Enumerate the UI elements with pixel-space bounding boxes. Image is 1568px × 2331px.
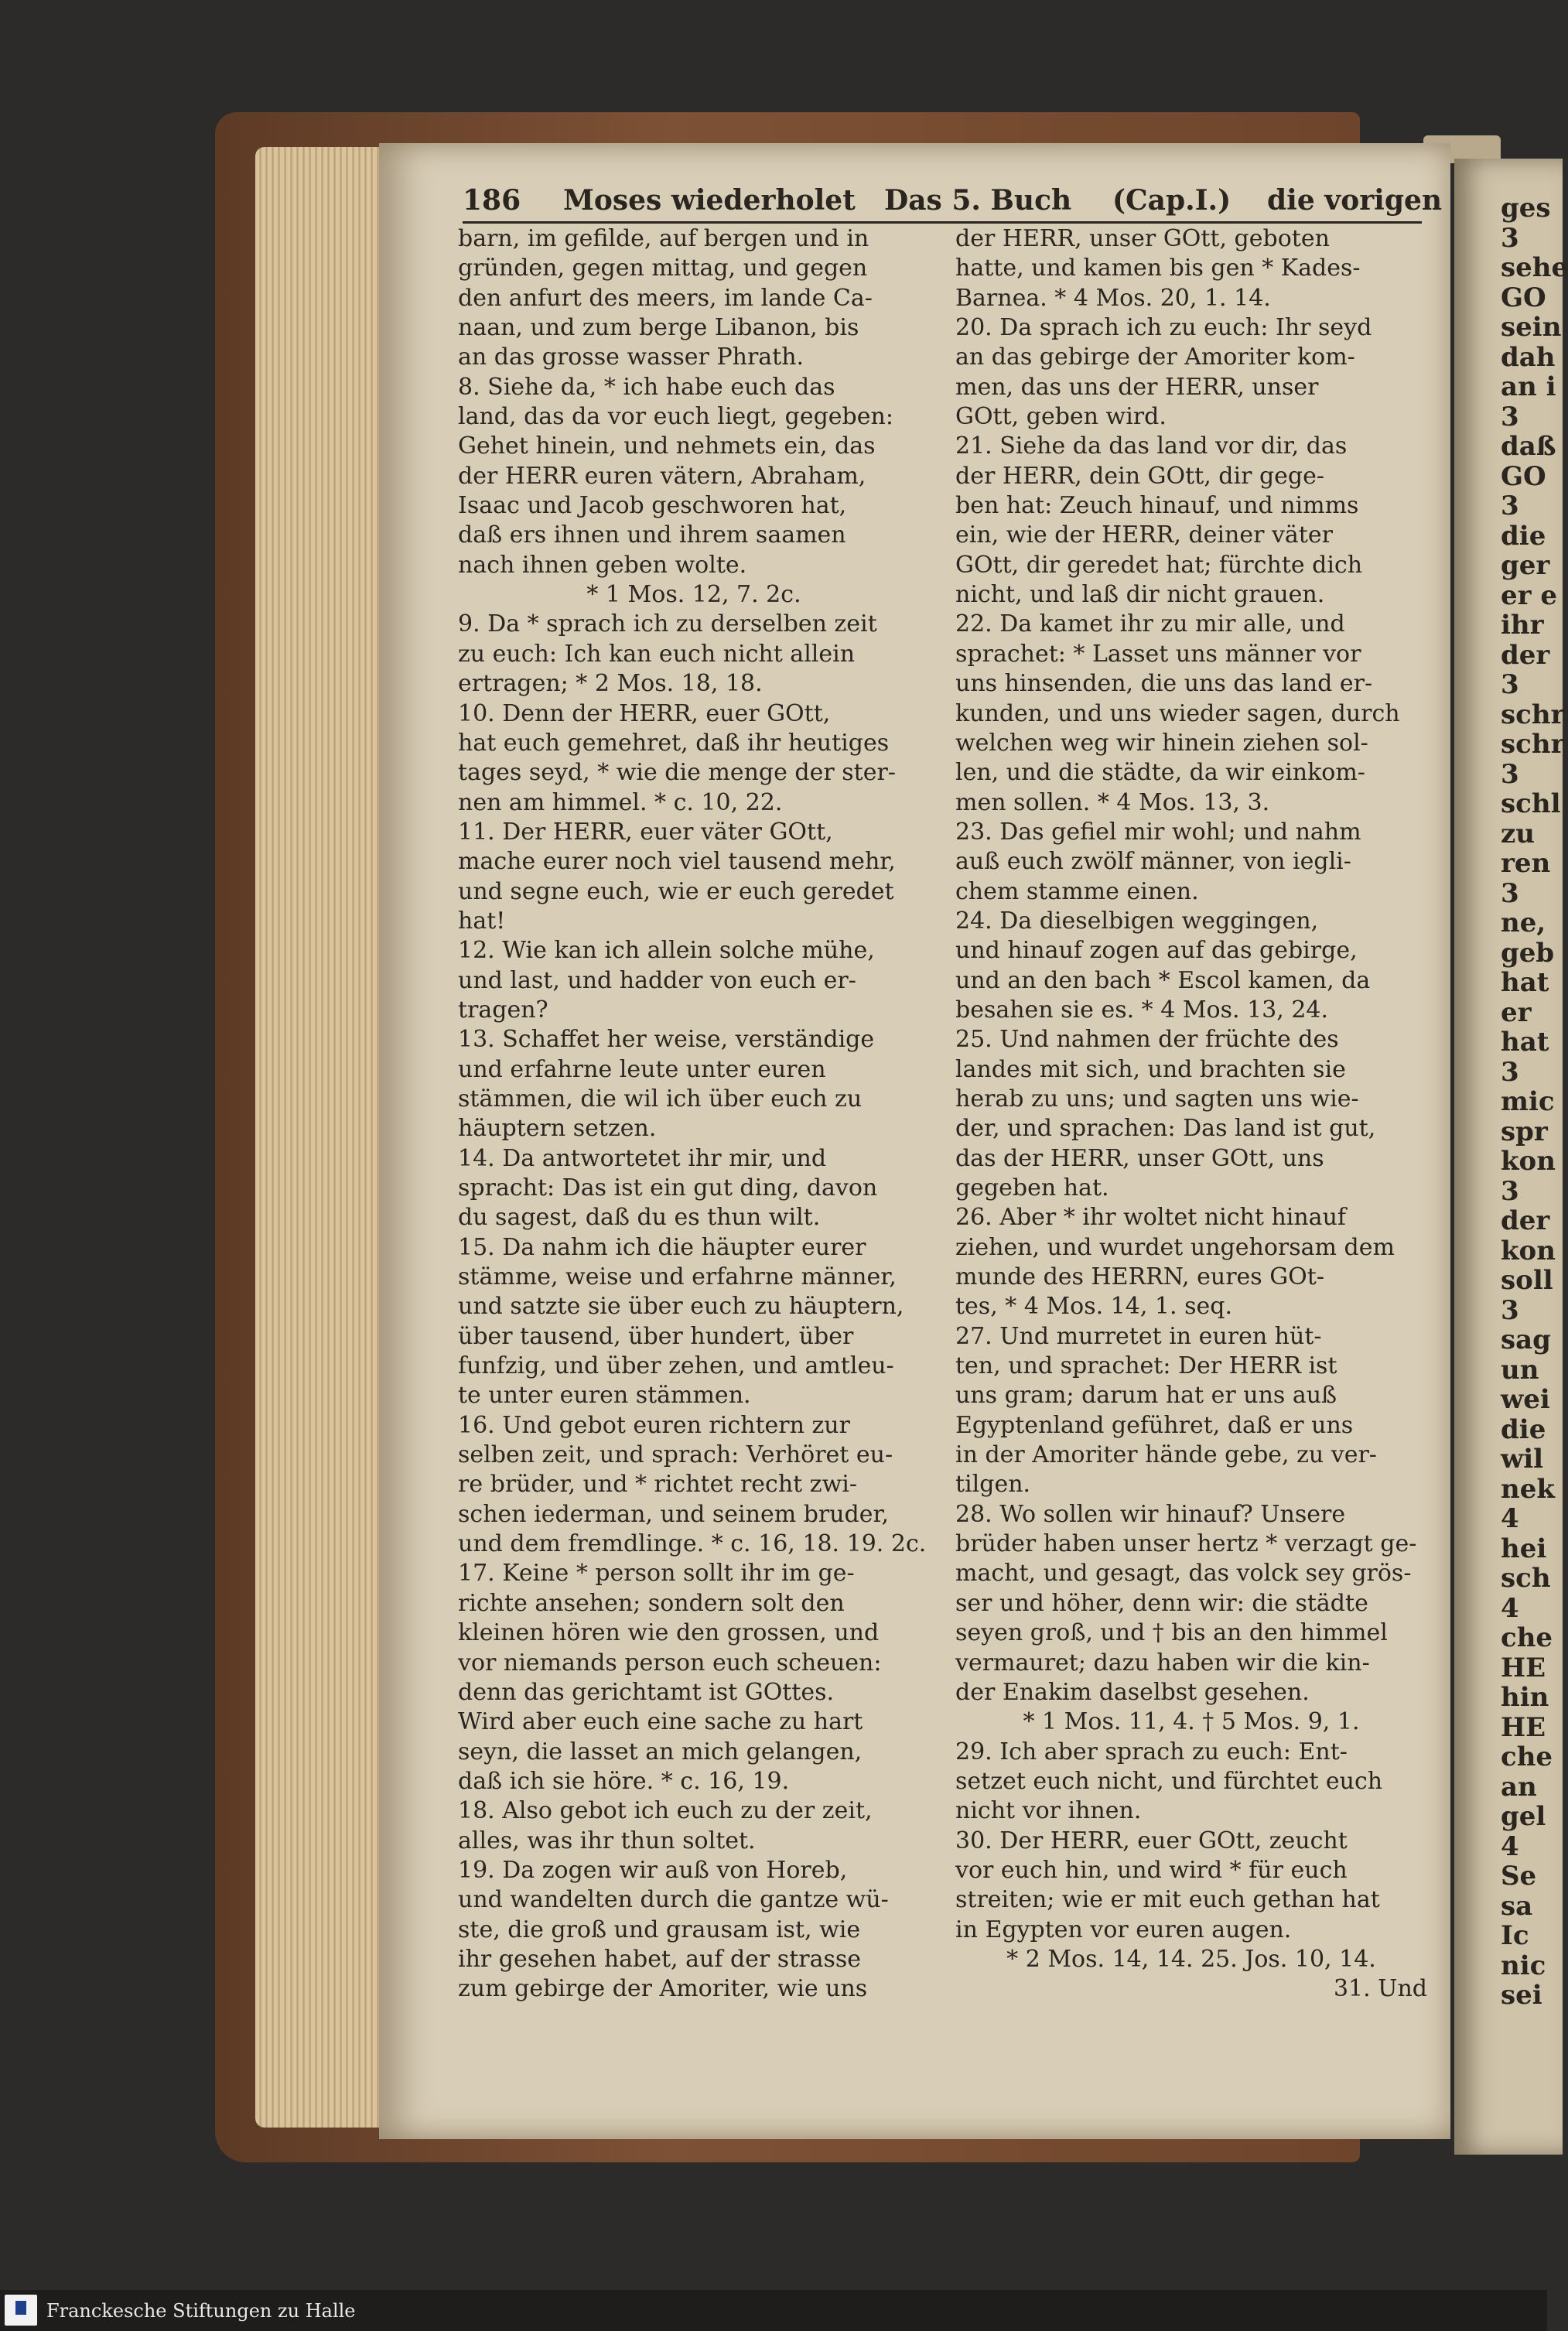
text-line: an das grosse wasser Phrath. (458, 343, 804, 371)
text-line: * 1 Mos. 11, 4. † 5 Mos. 9, 1. (1023, 1708, 1360, 1736)
text-line: und last, und hadder von euch er- (458, 966, 856, 994)
text-line: daß ers ihnen und ihrem saamen (458, 521, 846, 549)
text-line: mache eurer noch viel tausend mehr, (458, 848, 896, 876)
text-line: du sagest, daß du es thun wilt. (458, 1204, 821, 1232)
text-line: 9. Da * sprach ich zu derselben zeit (458, 610, 877, 638)
text-line: vor euch hin, und wird * für euch (955, 1856, 1348, 1884)
text-line: in der Amoriter hände gebe, zu ver- (955, 1441, 1377, 1469)
text-line: 29. Ich aber sprach zu euch: Ent- (955, 1738, 1348, 1765)
text-line: richte ansehen; sondern solt den (458, 1589, 845, 1617)
text-line: zum gebirge der Amoriter, wie uns (458, 1975, 868, 2003)
text-line: der HERR euren vätern, Abraham, (458, 462, 866, 490)
text-line: alles, was ihr thun soltet. (458, 1827, 756, 1854)
text-line: ein, wie der HERR, deiner väter (955, 521, 1333, 549)
text-line: auß euch zwölf männer, von iegli- (955, 848, 1351, 876)
text-line: 18. Also gebot ich euch zu der zeit, (458, 1797, 873, 1825)
text-line: und segne euch, wie er euch geredet (458, 877, 894, 905)
text-line: 23. Das gefiel mir wohl; und nahm (955, 818, 1361, 846)
text-line: nicht, und laß dir nicht grauen. (955, 581, 1325, 609)
text-line: schen iederman, und seinem bruder, (458, 1500, 890, 1528)
running-title-left: Moses wiederholet (563, 184, 856, 217)
text-line: te unter euren stämmen. (458, 1382, 751, 1410)
text-line: seyen groß, und † bis an den himmel (955, 1619, 1388, 1647)
text-line: zu euch: Ich kan euch nicht allein (458, 640, 856, 668)
text-line: kunden, und uns wieder sagen, durch (955, 699, 1400, 727)
text-line: nen am himmel. * c. 10, 22. (458, 788, 783, 816)
text-line: sprachet: * Lasset uns männer vor (955, 640, 1361, 668)
text-line: 27. Und murretet in euren hüt- (955, 1322, 1322, 1350)
text-column-right (955, 224, 1427, 2005)
text-line: GOtt, dir geredet hat; fürchte dich (955, 551, 1363, 579)
text-line: men sollen. * 4 Mos. 13, 3. (955, 788, 1270, 816)
text-line: ser und höher, denn wir: die städte (955, 1589, 1368, 1617)
text-line: der Enakim daselbst gesehen. (955, 1678, 1310, 1706)
text-line: stämmen, die wil ich über euch zu (458, 1085, 863, 1113)
text-line: besahen sie es. * 4 Mos. 13, 24. (955, 996, 1329, 1024)
text-line: munde des HERRN, eures GOt- (955, 1263, 1324, 1291)
page-edges (255, 147, 387, 2128)
text-line: welchen weg wir hinein ziehen sol- (955, 729, 1368, 757)
text-line: der HERR, unser GOtt, geboten (955, 225, 1330, 252)
text-line: naan, und zum berge Libanon, bis (458, 314, 859, 342)
text-line: 8. Siehe da, * ich habe euch das (458, 373, 835, 401)
text-line: 12. Wie kan ich allein solche mühe, (458, 937, 875, 965)
text-line: kleinen hören wie den grossen, und (458, 1619, 880, 1647)
text-line: tages seyd, * wie die menge der ster- (458, 759, 896, 787)
text-line: nicht vor ihnen. (955, 1797, 1142, 1825)
text-line: * 1 Mos. 12, 7. 2c. (586, 581, 801, 609)
library-footer (0, 2290, 1547, 2331)
text-line: 10. Denn der HERR, euer GOtt, (458, 699, 831, 727)
text-line: 11. Der HERR, euer väter GOtt, (458, 818, 833, 846)
text-line: der HERR, dein GOtt, dir gege- (955, 462, 1325, 490)
text-line: und an den bach * Escol kamen, da (955, 966, 1371, 994)
text-line: 28. Wo sollen wir hinauf? Unsere (955, 1500, 1346, 1528)
text-line: und satzte sie über euch zu häuptern, (458, 1293, 904, 1321)
text-line: ertragen; * 2 Mos. 18, 18. (458, 670, 763, 698)
text-line: gründen, gegen mittag, und gegen (458, 255, 868, 282)
text-line: 31. Und (1333, 1975, 1427, 2003)
text-line: an das gebirge der Amoriter kom- (955, 343, 1355, 371)
text-line: streiten; wie er mit euch gethan hat (955, 1886, 1380, 1914)
text-line: Egyptenland geführet, daß er uns (955, 1411, 1354, 1439)
text-line: ihr gesehen habet, auf der strasse (458, 1945, 862, 1973)
text-line: 24. Da dieselbigen weggingen, (955, 907, 1319, 935)
text-line: hatte, und kamen bis gen * Kades- (955, 255, 1361, 282)
text-column-left (458, 224, 930, 2005)
text-line: * 2 Mos. 14, 14. 25. Jos. 10, 14. (1006, 1945, 1376, 1973)
next-page-text: ges 3 sehe GO sein dah an i 3 daß GO 3 die ger er e ihr der 3 schr schr 3 schl zu ren 3 ne, geb hat er hat 3 mic spr kon 3 der kon soll 3 sag un wei die wil nek 4 hei sch 4 che HE hin HE che an gel 4 Se sa Ic nic sei (1501, 193, 1568, 2011)
text-line: nach ihnen geben wolte. (458, 551, 747, 579)
text-line: daß ich sie höre. * c. 16, 19. (458, 1767, 790, 1795)
text-line: tragen? (458, 996, 548, 1024)
text-line: barn, im gefilde, auf bergen und in (458, 225, 869, 252)
text-line: hat euch gemehret, daß ihr heutiges (458, 729, 890, 757)
text-line: gegeben hat. (955, 1174, 1109, 1201)
text-line: der, und sprachen: Das land ist gut, (955, 1115, 1376, 1143)
text-line: tes, * 4 Mos. 14, 1. seq. (955, 1293, 1232, 1321)
next-page-fragment (1454, 159, 1568, 2155)
text-line: funfzig, und über zehen, und amtleu- (458, 1352, 894, 1380)
text-line: 25. Und nahmen der früchte des (955, 1026, 1339, 1054)
text-line: vermauret; dazu haben wir die kin- (955, 1649, 1370, 1676)
library-name: Franckesche Stiftungen zu Halle (46, 2300, 356, 2322)
text-line: über tausend, über hundert, über (458, 1322, 854, 1350)
text-line: herab zu uns; und sagten uns wie- (955, 1085, 1359, 1113)
text-line: ziehen, und wurdet ungehorsam dem (955, 1233, 1395, 1261)
text-line: chem stamme einen. (955, 877, 1199, 905)
text-line: 21. Siehe da das land vor dir, das (955, 432, 1348, 460)
text-line: 13. Schaffet her weise, verständige (458, 1026, 875, 1054)
text-line: denn das gerichtamt ist GOttes. (458, 1678, 835, 1706)
text-line: Barnea. * 4 Mos. 20, 1. 14. (955, 284, 1271, 312)
text-line: das der HERR, unser GOtt, uns (955, 1144, 1324, 1172)
text-line: 17. Keine * person sollt ihr im ge- (458, 1560, 855, 1588)
running-header (463, 184, 1443, 224)
text-line: uns gram; darum hat er uns auß (955, 1382, 1337, 1410)
text-line: uns hinsenden, die uns das land er- (955, 670, 1373, 698)
text-line: landes mit sich, und brachten sie (955, 1055, 1346, 1083)
text-line: den anfurt des meers, im lande Ca- (458, 284, 873, 312)
page-number: 186 (463, 184, 521, 217)
text-line: macht, und gesagt, das volck sey grös- (955, 1560, 1412, 1588)
text-line: selben zeit, und sprach: Verhöret eu- (458, 1441, 893, 1469)
text-line: stämme, weise und erfahrne männer, (458, 1263, 897, 1291)
text-line: Isaac und Jacob geschworen hat, (458, 492, 847, 520)
text-line: 19. Da zogen wir auß von Horeb, (458, 1856, 848, 1884)
text-line: 14. Da antwortetet ihr mir, und (458, 1144, 827, 1172)
text-line: hat! (458, 907, 506, 935)
text-line: 30. Der HERR, euer GOtt, zeucht (955, 1827, 1348, 1854)
text-line: land, das da vor euch liegt, gegeben: (458, 403, 893, 431)
text-line: GOtt, geben wird. (955, 403, 1167, 431)
text-line: brüder haben unser hertz * verzagt ge- (955, 1530, 1417, 1558)
text-line: re brüder, und * richtet recht zwi- (458, 1471, 857, 1499)
text-line: seyn, die lasset an mich gelangen, (458, 1738, 863, 1765)
running-chapter: (Cap.I.) (1112, 184, 1232, 217)
running-title-center: Das 5. Buch (884, 184, 1072, 217)
text-line: Gehet hinein, und nehmets ein, das (458, 432, 876, 460)
text-line: 15. Da nahm ich die häupter eurer (458, 1233, 866, 1261)
text-line: und wandelten durch die gantze wü- (458, 1886, 889, 1914)
text-line: vor niemands person euch scheuen: (458, 1649, 882, 1676)
running-title-right: die vorigen (1267, 184, 1443, 217)
text-line: Wird aber euch eine sache zu hart (458, 1708, 863, 1736)
text-line: 22. Da kamet ihr zu mir alle, und (955, 610, 1345, 638)
text-line: tilgen. (955, 1471, 1031, 1499)
text-line: und hinauf zogen auf das gebirge, (955, 937, 1358, 965)
text-line: len, und die städte, da wir einkom- (955, 759, 1365, 787)
text-line: ben hat: Zeuch hinauf, und nimms (955, 492, 1359, 520)
text-line: und dem fremdlinge. * c. 16, 18. 19. 2c. (458, 1530, 927, 1558)
text-line: spracht: Das ist ein gut ding, davon (458, 1174, 878, 1201)
text-line: häuptern setzen. (458, 1115, 657, 1143)
text-line: ste, die groß und grausam ist, wie (458, 1916, 861, 1943)
text-line: men, das uns der HERR, unser (955, 373, 1319, 401)
text-line: setzet euch nicht, und fürchtet euch (955, 1767, 1383, 1795)
text-line: 26. Aber * ihr woltet nicht hinauf (955, 1204, 1346, 1232)
text-line: in Egypten vor euren augen. (955, 1916, 1292, 1943)
text-line: ten, und sprachet: Der HERR ist (955, 1352, 1337, 1380)
text-line: 16. Und gebot euren richtern zur (458, 1411, 850, 1439)
text-line: 20. Da sprach ich zu euch: Ihr seyd (955, 314, 1372, 342)
library-logo-icon (5, 2295, 37, 2326)
text-line: und erfahrne leute unter euren (458, 1055, 826, 1083)
